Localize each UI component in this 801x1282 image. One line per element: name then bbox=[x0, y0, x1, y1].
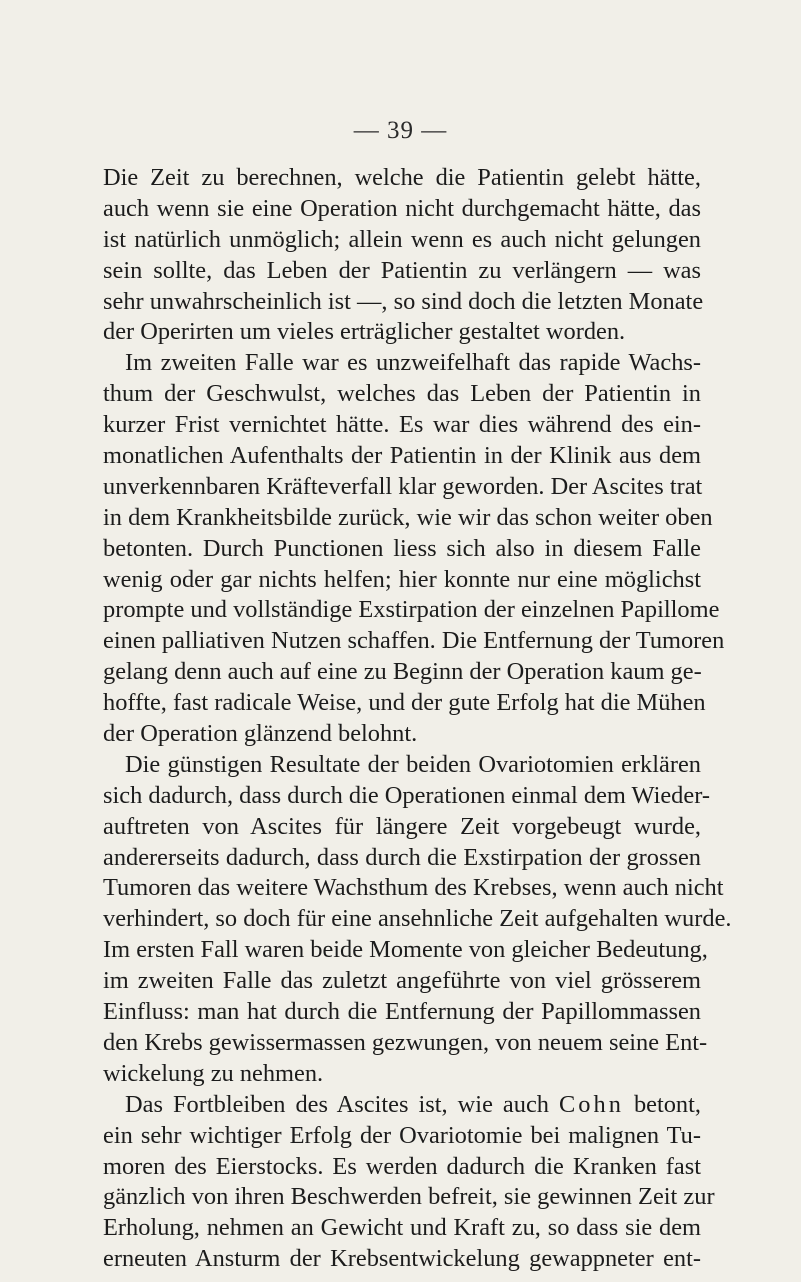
text-line: wickelung zu nehmen. bbox=[103, 1059, 324, 1087]
text-line: hoffte, fast radicale Weise, und der gute Erfolg hat die Mühen bbox=[103, 689, 706, 717]
text-line: gelang denn auch auf eine zu Beginn der Operation kaum ge- bbox=[103, 658, 702, 686]
text-line: Im ersten Fall waren beide Momente von gleicher Bedeutung, bbox=[103, 936, 708, 964]
paragraph-start-line bbox=[103, 1090, 701, 1121]
text-line: sich dadurch, dass durch die Operationen einmal dem Wieder- bbox=[103, 781, 710, 809]
text-line: einen palliativen Nutzen schaffen. Die Entfernung der Tumoren bbox=[103, 627, 725, 655]
text-line: auftreten von Ascites für längere Zeit vorgebeugt wurde, bbox=[103, 812, 701, 840]
author-name: Cohn bbox=[559, 1090, 624, 1118]
paragraph-start-line: Die günstigen Resultate der beiden Ovariotomien erklären bbox=[125, 750, 701, 778]
text-line: moren des Eierstocks. Es werden dadurch die Kranken fast bbox=[103, 1152, 701, 1180]
text-line: der Operirten um vieles erträglicher gestaltet worden. bbox=[103, 318, 626, 346]
text-line: verhindert, so doch für eine ansehnliche Zeit aufgehalten wurde. bbox=[103, 905, 732, 933]
text-line: Tumoren das weitere Wachsthum des Krebses, wenn auch nicht bbox=[103, 874, 724, 902]
line-segment: betont, bbox=[633, 1090, 701, 1118]
text-line: auch wenn sie eine Operation nicht durchgemacht hätte, das bbox=[103, 194, 701, 222]
text-line: gänzlich von ihren Beschwerden befreit, sie gewinnen Zeit zur bbox=[103, 1183, 715, 1211]
page-number: — 39 — bbox=[353, 117, 448, 144]
text-line: den Krebs gewissermassen gezwungen, von neuem seine Ent- bbox=[103, 1028, 708, 1056]
paragraph-start-line: Im zweiten Falle war es unzweifelhaft das rapide Wachs- bbox=[125, 349, 701, 377]
line-segment: Das Fortbleiben des Ascites ist, wie auch bbox=[125, 1090, 549, 1118]
text-line: thum der Geschwulst, welches das Leben der Patientin in bbox=[103, 380, 701, 408]
text-line: sein sollte, das Leben der Patientin zu verlängern — was bbox=[103, 256, 701, 284]
text-line: erneuten Ansturm der Krebsentwickelung gewappneter ent- bbox=[103, 1245, 701, 1273]
text-line: Einfluss: man hat durch die Entfernung der Papillommassen bbox=[103, 998, 701, 1026]
text-line: in dem Krankheitsbilde zurück, wie wir das schon weiter oben bbox=[103, 503, 713, 531]
text-line: sehr unwahrscheinlich ist —, so sind doch die letzten Monate bbox=[103, 287, 704, 315]
text-line: Die Zeit zu berechnen, welche die Patientin gelebt hätte, bbox=[103, 164, 701, 191]
text-line: Erholung, nehmen an Gewicht und Kraft zu, so dass sie dem bbox=[103, 1214, 701, 1242]
body-text bbox=[103, 163, 732, 1275]
text-line: betonten. Durch Punctionen liess sich also in diesem Falle bbox=[103, 534, 701, 562]
text-line: unverkennbaren Kräfteverfall klar geworden. Der Ascites trat bbox=[103, 472, 703, 500]
text-line: ein sehr wichtiger Erfolg der Ovariotomie bei malignen Tu- bbox=[103, 1121, 701, 1149]
text-line: im zweiten Falle das zuletzt angeführte von viel grösserem bbox=[103, 967, 701, 995]
text-line: prompte und vollständige Exstirpation der einzelnen Papillome bbox=[103, 596, 720, 624]
text-line: kurzer Frist vernichtet hätte. Es war dies während des ein- bbox=[103, 411, 701, 439]
text-line: monatlichen Aufenthalts der Patientin in der Klinik aus dem bbox=[103, 442, 701, 470]
text-line: der Operation glänzend belohnt. bbox=[103, 720, 418, 748]
text-line: ist natürlich unmöglich; allein wenn es auch nicht gelungen bbox=[103, 225, 701, 253]
text-line: wenig oder gar nichts helfen; hier konnte nur eine möglichst bbox=[103, 565, 701, 593]
text-line: andererseits dadurch, dass durch die Exstirpation der grossen bbox=[103, 843, 701, 871]
